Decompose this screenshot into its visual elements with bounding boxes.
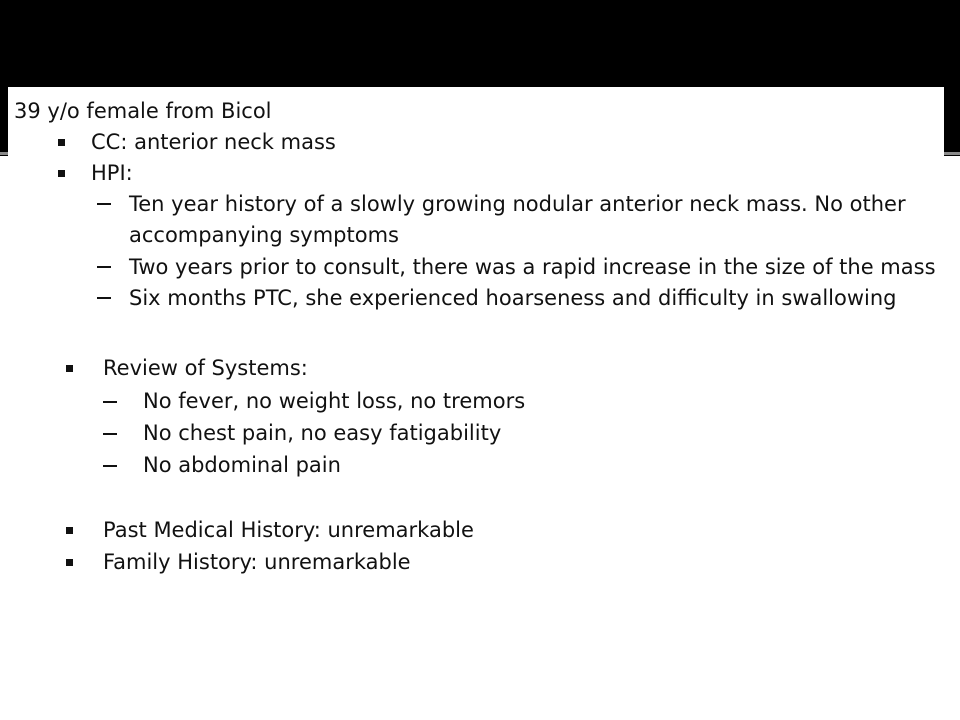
dash-bullet-icon (103, 401, 117, 403)
past-medical-history: Past Medical History: unremarkable (103, 518, 474, 542)
family-history: Family History: unremarkable (103, 550, 411, 574)
hpi-item-continuation: accompanying symptoms (129, 223, 399, 247)
ros-item: No fever, no weight loss, no tremors (143, 389, 526, 413)
slide-title: 39 y/o female from Bicol (14, 99, 272, 123)
bullet-square-icon (66, 365, 73, 372)
dash-bullet-icon (103, 433, 117, 435)
hpi-label: HPI: (91, 161, 133, 185)
bullet-square-icon (58, 170, 65, 177)
bullet-square-icon (66, 527, 73, 534)
hpi-item: Two years prior to consult, there was a rapid increase in the size of the mass (129, 255, 936, 279)
dash-bullet-icon (103, 465, 117, 467)
dash-bullet-icon (97, 266, 111, 268)
hpi-item: Ten year history of a slowly growing nodular anterior neck mass. No other (129, 192, 906, 216)
ros-item: No abdominal pain (143, 453, 341, 477)
bullet-square-icon (66, 559, 73, 566)
ros-label: Review of Systems: (103, 356, 308, 380)
dash-bullet-icon (97, 297, 111, 299)
ros-item: No chest pain, no easy fatigability (143, 421, 502, 445)
bullet-square-icon (58, 139, 65, 146)
chief-complaint: CC: anterior neck mass (91, 130, 336, 154)
hpi-item: Six months PTC, she experienced hoarseness and difficulty in swallowing (129, 286, 897, 310)
dash-bullet-icon (97, 203, 111, 205)
